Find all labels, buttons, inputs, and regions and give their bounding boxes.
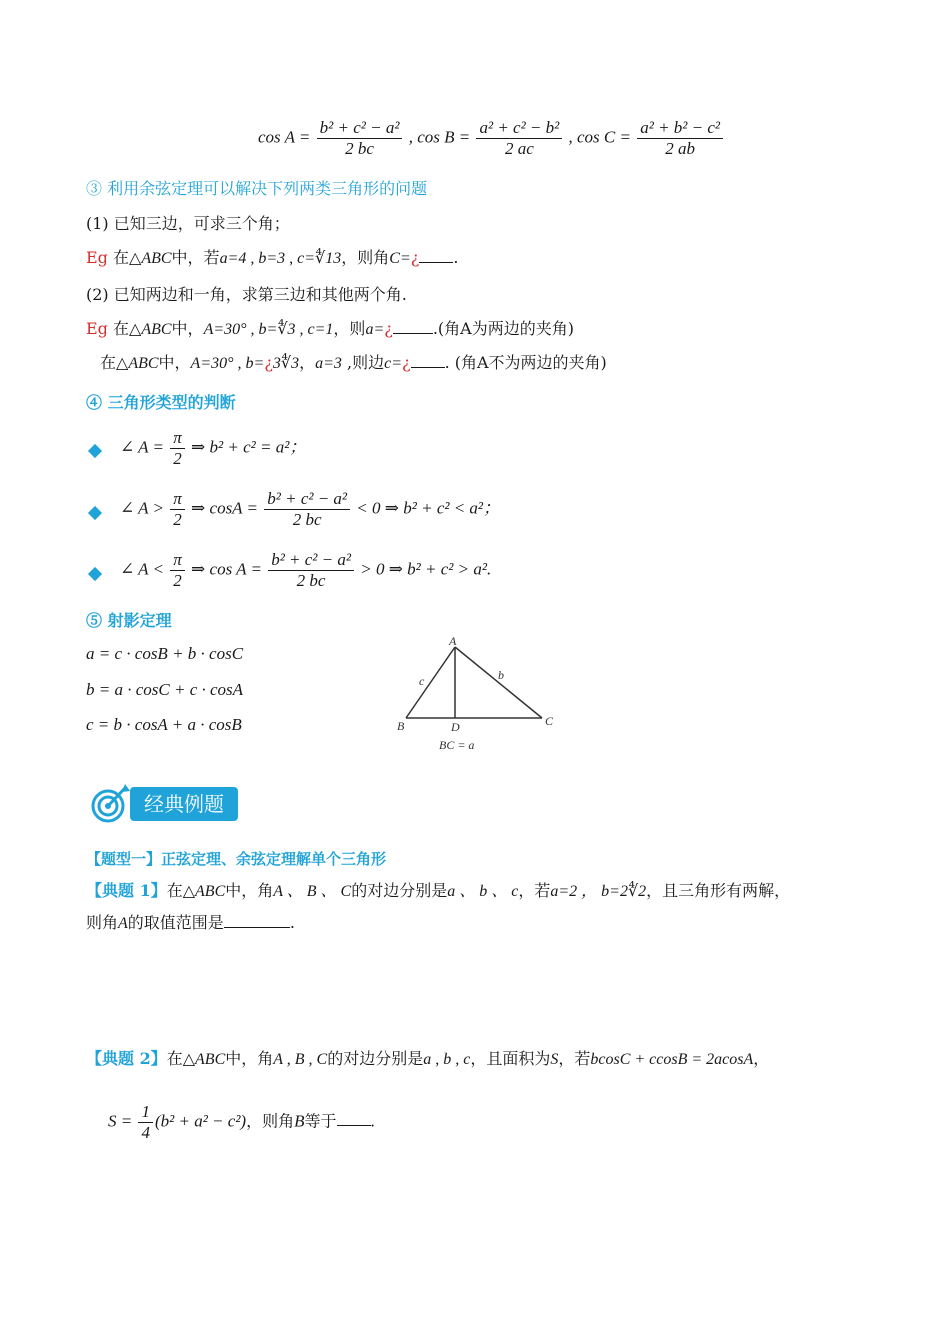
- cosC-numerator: a² + b² − c²: [637, 118, 723, 139]
- ex2-angle-b: B: [294, 1111, 305, 1131]
- item2-mid: ⇒ cosA =: [191, 498, 258, 518]
- item3-num: π: [170, 550, 185, 571]
- ex1-text: 的对边分别是: [351, 881, 448, 900]
- example-2-line2: [108, 1102, 375, 1143]
- eg2-text: 中，: [171, 319, 204, 338]
- eg1-ask: C=: [389, 250, 411, 267]
- eg1-text: ，则角: [341, 248, 390, 267]
- projection-line-3: c = b · cosA + a · cosB: [86, 715, 242, 734]
- eg-label: Eg: [86, 248, 108, 267]
- ex1-angles: A 、 B 、 C: [273, 883, 352, 900]
- cosA-numerator: b² + c² − a²: [317, 118, 403, 139]
- example-2-label: 【典题 2】: [86, 1049, 167, 1068]
- ex2-end: .: [370, 1111, 375, 1131]
- item3-mid: ⇒ cos A =: [191, 559, 262, 579]
- cosC-denominator: 2 ab: [665, 139, 695, 158]
- triangle-diagram: [390, 630, 570, 760]
- item3-den: 2: [173, 571, 182, 590]
- item1-den: 2: [173, 449, 182, 468]
- item1-num: π: [170, 428, 185, 449]
- eg2-ask: a=: [365, 321, 385, 338]
- example-1-label: 【典题 1】: [86, 881, 167, 900]
- item3-fden: 2 bc: [296, 571, 326, 590]
- ex2-text: ，若: [558, 1049, 591, 1068]
- diamond-bullet-icon: [90, 564, 100, 583]
- eg3-placeholder: ¿: [264, 353, 273, 372]
- cosA-denominator: 2 bc: [345, 139, 374, 158]
- eg-label: Eg: [86, 319, 108, 338]
- example-1-line1: [86, 880, 790, 903]
- diamond-bullet-icon: [90, 503, 100, 522]
- answer-blank: [411, 353, 445, 368]
- eg2-condition: A=30° , b=∜3 , c=1: [203, 321, 334, 338]
- ex1-text: 则角: [86, 913, 119, 932]
- triangle-abc: ABC: [195, 1051, 226, 1068]
- cosC-lhs: , cos C =: [568, 127, 631, 147]
- eg1-text: 中，若: [171, 248, 220, 267]
- eg1-placeholder: ¿: [410, 248, 420, 267]
- ex2-angles: A , B , C: [273, 1051, 328, 1068]
- cosB-denominator: 2 ac: [504, 139, 534, 158]
- ex1-end: .: [289, 913, 295, 932]
- ex2-text: 的对边分别是: [327, 1049, 424, 1068]
- example-1-line2: [86, 912, 295, 935]
- diamond-bullet-icon: [90, 441, 100, 460]
- eg3-placeholder: ¿: [402, 353, 411, 372]
- section4-title: ④ 三角形类型的判断: [86, 393, 236, 412]
- item2-pi-fraction: [170, 489, 185, 530]
- item3-cos-fraction: [268, 550, 354, 591]
- item1-fraction: [170, 428, 185, 469]
- projection-line-1: a = c · cosB + b · cosC: [86, 644, 244, 663]
- cosC-fraction: [637, 118, 723, 159]
- ex2-sides: a , b , c: [423, 1051, 471, 1068]
- eg1-end: .: [453, 248, 459, 267]
- cosA-fraction: [317, 118, 403, 159]
- example-2-line1: [86, 1048, 769, 1071]
- cosA-lhs: cos A =: [258, 127, 311, 147]
- diagram-caption: BC = a: [439, 738, 475, 752]
- eg3-ask: c=: [384, 355, 402, 372]
- eg3-text: ,则边: [341, 353, 385, 372]
- type-item-acute: [120, 550, 491, 591]
- ex2-text: 等于: [304, 1113, 337, 1131]
- ex1-text: 在△: [166, 881, 196, 900]
- ex2-text: ，: [753, 1049, 770, 1068]
- eg1-text: 在△: [107, 248, 142, 267]
- section5-title: ⑤ 射影定理: [86, 611, 172, 630]
- eg3-condition: a=3: [315, 355, 342, 372]
- ex2-text: 在△: [166, 1049, 196, 1068]
- classic-examples-banner: 经典例题: [130, 787, 238, 821]
- ex2-paren: (b² + a² − c²): [154, 1111, 247, 1131]
- ex2-s-lhs: S =: [108, 1111, 133, 1131]
- eg3-text: 在△: [100, 353, 129, 372]
- item1-angle: ∠ A =: [120, 437, 164, 457]
- item2-fden: 2 bc: [292, 510, 322, 529]
- ex1-text: ，且三角形有两解，: [646, 881, 791, 900]
- item2-num: π: [170, 489, 185, 510]
- ex1-angle-a: A: [118, 915, 128, 932]
- section3-case2: (2) 已知两边和一角，求第三边和其他两个角.: [86, 285, 407, 304]
- eg2-note: .(角A为两边的夹角): [432, 319, 574, 338]
- side-c-line: [406, 647, 455, 718]
- item3-angle: ∠ A <: [120, 559, 164, 579]
- triangle-abc: ABC: [141, 250, 172, 267]
- triangle-abc: ABC: [128, 355, 159, 372]
- cosB-lhs: , cos B =: [408, 127, 471, 147]
- example-eg2: [86, 318, 574, 341]
- eg3-text: ，: [299, 353, 316, 372]
- eg2-text: ，则: [333, 319, 366, 338]
- eg3-condition: 3∜3: [272, 355, 300, 372]
- eg3-text: 中，: [158, 353, 191, 372]
- item3-pi-fraction: [170, 550, 185, 591]
- side-b-line: [455, 647, 542, 718]
- item2-cos-fraction: [264, 489, 350, 530]
- ex2-text: 中，角: [225, 1049, 274, 1068]
- example-eg3: [100, 352, 607, 375]
- item3-fnum: b² + c² − a²: [268, 550, 354, 571]
- triangle-abc: ABC: [141, 321, 172, 338]
- example-eg1: [86, 247, 458, 270]
- eg2-placeholder: ¿: [384, 319, 393, 338]
- type1-title: 【题型一】正弦定理、余弦定理解单个三角形: [86, 850, 387, 868]
- target-icon: [88, 782, 132, 826]
- ex2-quarter-fraction: [138, 1102, 153, 1143]
- section3-case1: (1) 已知三边，可求三个角；: [86, 214, 290, 233]
- ex2-condition: bcosC + ccosB = 2acosA: [590, 1051, 754, 1068]
- cosB-numerator: a² + c² − b²: [476, 118, 562, 139]
- item2-den: 2: [173, 510, 182, 529]
- ex2-area: S: [550, 1051, 559, 1068]
- cosine-formulas: [258, 118, 725, 159]
- vertex-a-label: A: [449, 634, 457, 648]
- answer-blank: [337, 1111, 371, 1126]
- section3-title: ③ 利用余弦定理可以解决下列两类三角形的问题: [86, 179, 428, 198]
- vertex-b-label: B: [397, 719, 405, 733]
- answer-blank: [224, 913, 290, 928]
- ex2-text: ，则角: [246, 1113, 295, 1131]
- item3-rest: > 0 ⇒ b² + c² > a².: [360, 559, 492, 579]
- eg3-note: . (角A不为两边的夹角): [444, 353, 607, 372]
- ex2-num: 1: [138, 1102, 153, 1123]
- triangle-abc: ABC: [195, 883, 226, 900]
- type-item-obtuse: [120, 489, 500, 530]
- answer-blank: [393, 319, 433, 334]
- ex1-sides: a 、 b 、 c: [447, 883, 519, 900]
- answer-blank: [419, 248, 453, 263]
- item2-rest: < 0 ⇒ b² + c² < a²；: [356, 498, 501, 518]
- side-c-label: c: [419, 674, 425, 688]
- eg3-condition: A=30° , b=: [190, 355, 265, 372]
- projection-line-2: b = a · cosC + c · cosA: [86, 680, 244, 699]
- ex1-condition: a=2 ， b=2∜2: [550, 883, 647, 900]
- side-b-label: b: [498, 668, 504, 682]
- foot-d-label: D: [451, 720, 460, 734]
- ex2-den: 4: [141, 1123, 150, 1142]
- item2-fnum: b² + c² − a²: [264, 489, 350, 510]
- item2-angle: ∠ A >: [120, 498, 164, 518]
- ex1-text: 的取值范围是: [127, 913, 224, 932]
- vertex-c-label: C: [545, 714, 554, 728]
- item1-rest: ⇒ b² + c² = a²；: [191, 437, 307, 457]
- ex1-text: ，若: [518, 881, 551, 900]
- eg1-condition: a=4 , b=3 , c=∜13: [219, 250, 342, 267]
- eg2-text: 在△: [107, 319, 142, 338]
- ex1-text: 中，角: [225, 881, 274, 900]
- ex2-text: ，且面积为: [470, 1049, 551, 1068]
- type-item-right: [120, 428, 306, 469]
- cosB-fraction: [476, 118, 562, 159]
